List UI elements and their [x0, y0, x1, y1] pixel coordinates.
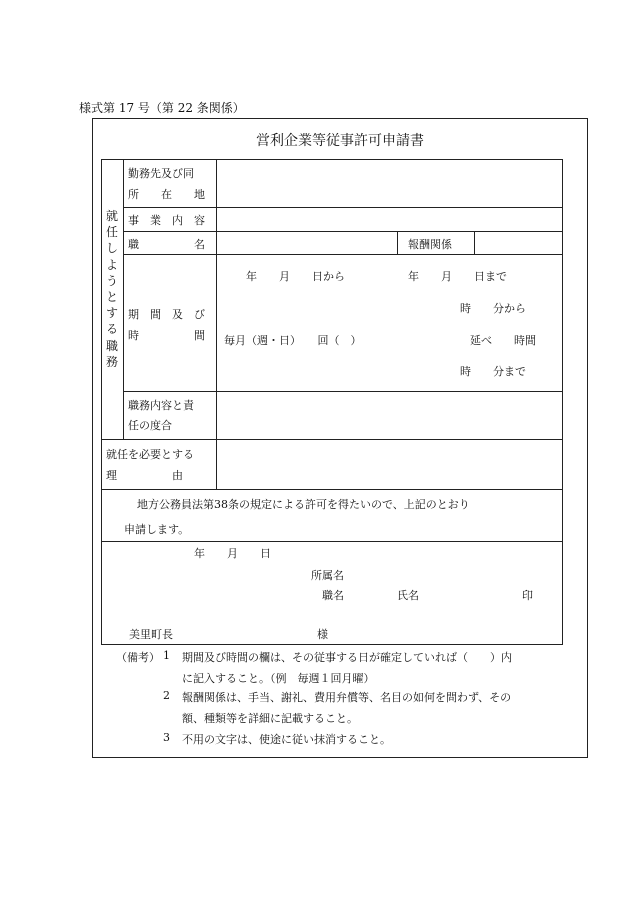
remuneration-field[interactable]: [475, 232, 562, 254]
seal-mark: 印: [522, 589, 533, 602]
note-1-line2: に記入すること。（例 毎週１回月曜）: [182, 672, 375, 685]
note-3-number: 3: [163, 731, 170, 744]
period-time-from: 時 分から: [460, 302, 526, 315]
label-period-line1: 期 間 及 び: [128, 308, 205, 321]
label-position: 職 名: [128, 238, 205, 251]
label-workplace-line1: 勤務先及び同: [128, 167, 194, 180]
business-field[interactable]: [217, 208, 562, 231]
name-label: 氏名: [397, 589, 419, 602]
label-reason-line1: 就任を必要とする: [106, 448, 194, 461]
statement-line2: 申請します。: [124, 523, 190, 536]
note-2-line2: 額、種類等を詳細に記載すること。: [182, 712, 358, 725]
reason-field[interactable]: [217, 440, 562, 489]
period-date-to: 年 月 日まで: [408, 270, 507, 283]
period-date-from: 年 月 日から: [246, 270, 345, 283]
honorific: 様: [317, 628, 328, 641]
note-1-line1: 期間及び時間の欄は、その従事する日が確定していれば（ ）内: [182, 651, 512, 664]
note-2-line1: 報酬関係は、手当、謝礼、費用弁償等、名目の如何を問わず、その: [182, 691, 512, 704]
period-total-hours: 延べ 時間: [470, 334, 536, 347]
form-number-label: 様式第 17 号（第 22 条関係）: [79, 101, 245, 115]
title-label: 職名: [322, 589, 344, 602]
addressee: 美里町長: [129, 628, 173, 641]
statement-line1: 地方公務員法第38条の規定による許可を得たいので、上記のとおり: [137, 498, 470, 511]
workplace-field[interactable]: [217, 160, 562, 207]
label-workplace-line2: 所 在 地: [128, 188, 205, 201]
label-duties-line1: 職務内容と責: [128, 399, 194, 412]
note-3-line1: 不用の文字は、使途に従い抹消すること。: [182, 733, 391, 746]
duties-field[interactable]: [217, 392, 562, 439]
label-business: 事 業 内 容: [128, 214, 205, 227]
label-reason-line2: 理 由: [106, 469, 183, 482]
period-frequency: 毎月（週・日） 回（ ）: [224, 334, 362, 347]
side-heading: 就任しようとする職務: [105, 209, 118, 369]
application-date: 年 月 日: [194, 547, 271, 560]
note-1-number: 1: [163, 649, 170, 662]
label-remuneration: 報酬関係: [408, 238, 452, 251]
period-time-to: 時 分まで: [460, 365, 526, 378]
label-period-line2: 時 間: [128, 329, 205, 342]
affiliation-label: 所属名: [311, 569, 344, 582]
position-field[interactable]: [217, 232, 397, 254]
note-2-number: 2: [163, 689, 170, 702]
notes-heading: （備考）: [116, 651, 160, 664]
form-title: 営利企業等従事許可申請書: [256, 133, 424, 149]
label-duties-line2: 任の度合: [128, 419, 172, 432]
